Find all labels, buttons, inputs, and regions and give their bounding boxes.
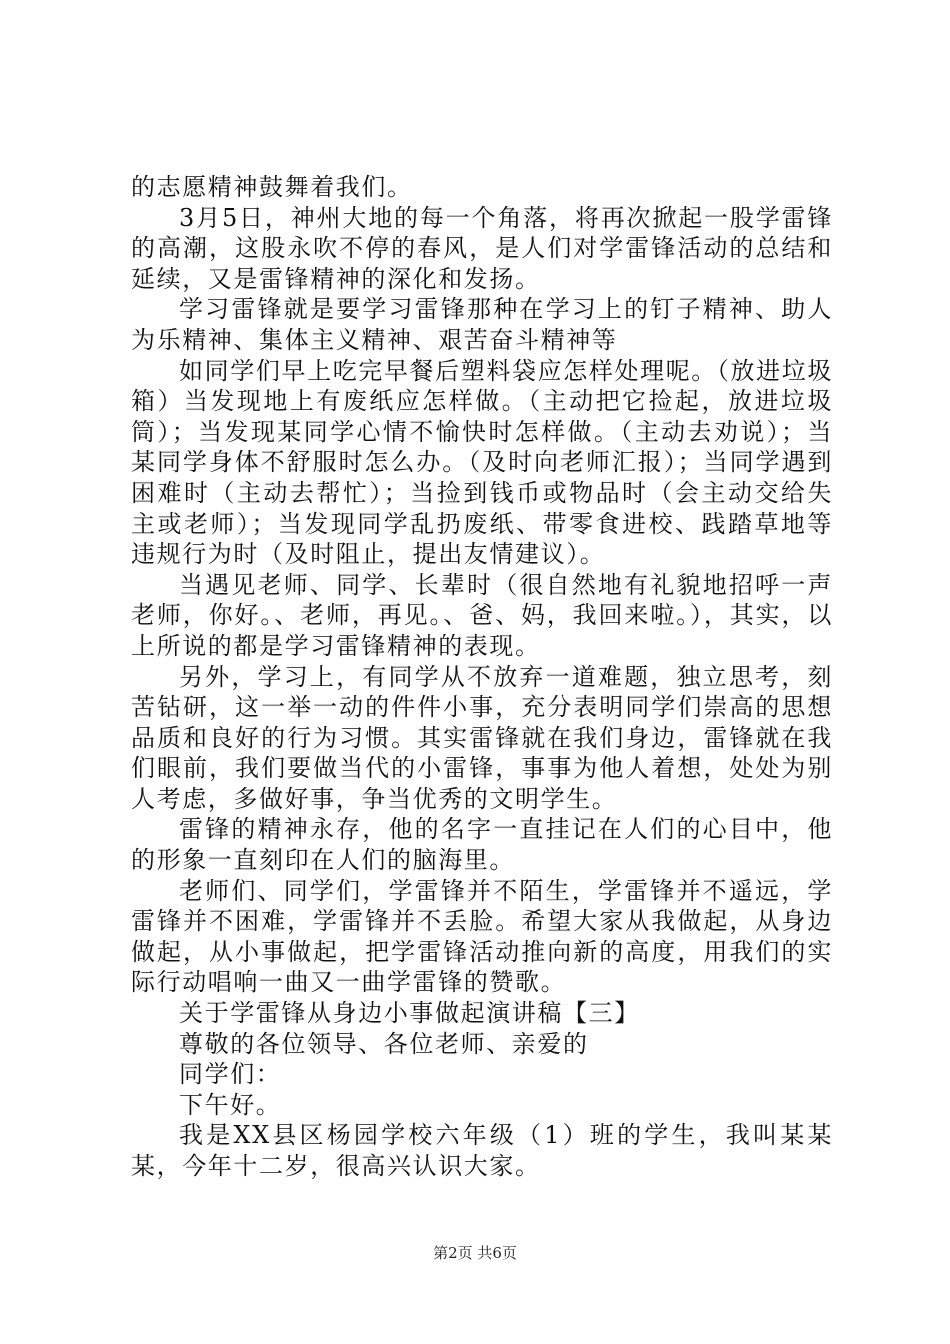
paragraph-8: 老师们、同学们，学雷锋并不陌生，学雷锋并不遥远，学雷锋并不困难，学雷锋并不丢脸。希望大家从我做起，从身边做起，从小事做起，把学雷锋活动推向新的高度，用我们的实际行动唱响一曲又一曲学雷锋的赞歌。 <box>131 876 833 997</box>
greeting: 下午好。 <box>179 1090 282 1119</box>
section-heading: 关于学雷锋从身边小事做起演讲稿【三】 <box>179 999 640 1028</box>
paragraph-1: 的志愿精神鼓舞着我们。 <box>131 173 413 201</box>
paragraph-intro: 我是XX县区杨园学校六年级（1）班的学生，我叫某某某，今年十二岁，很高兴认识大家。 <box>131 1121 833 1180</box>
salutation-line-2: 同学们： <box>179 1060 282 1089</box>
paragraph-2: 3月5日，神州大地的每一个角落，将再次掀起一股学雷锋的高潮，这股永吹不停的春风，是人们对学雷锋活动的总结和延续，又是雷锋精神的深化和发扬。 <box>131 203 833 293</box>
paragraph-6: 另外，学习上，有同学从不放弃一道难题，独立思考，刻苦钻研，这一举一动的件件小事，充分表明同学们崇高的思想品质和良好的行为习惯。其实雷锋就在我们身边，雷锋就在我们眼前，我们要做当代的小雷锋，事事为他人着想，处处为别人考虑，多做好事，争当优秀的文明学生。 <box>131 662 833 813</box>
paragraph-3: 学习雷锋就是要学习雷锋那种在学习上的钉子精神、助人为乐精神、集体主义精神、艰苦奋斗精神等 <box>131 295 833 354</box>
paragraph-5: 当遇见老师、同学、长辈时（很自然地有礼貌地招呼一声老师，你好。、老师，再见。、爸、妈，我回来啦。），其实，以上所说的都是学习雷锋精神的表现。 <box>131 570 833 660</box>
document-body <box>131 172 833 1182</box>
paragraph-4: 如同学们早上吃完早餐后塑料袋应怎样处理呢。（放进垃圾箱）当发现地上有废纸应怎样做。（主动把它捡起，放进垃圾筒）；当发现某同学心情不愉快时怎样做。（主动去劝说）；当某同学身体不舒服时怎么办。（及时向老师汇报）；当同学遇到困难时（主动去帮忙）；当捡到钱币或物品时（会主动交给失主或老师）；当发现同学乱扔废纸、带零食进校、践踏草地等违规行为时（及时阻止，提出友情建议）。 <box>131 356 833 569</box>
page-number-footer: 第2页 共6页 <box>433 1244 517 1262</box>
salutation-line-1: 尊敬的各位领导、各位老师、亲爱的 <box>179 1029 589 1058</box>
paragraph-7: 雷锋的精神永存，他的名字一直挂记在人们的心目中，他的形象一直刻印在人们的脑海里。 <box>131 815 833 875</box>
